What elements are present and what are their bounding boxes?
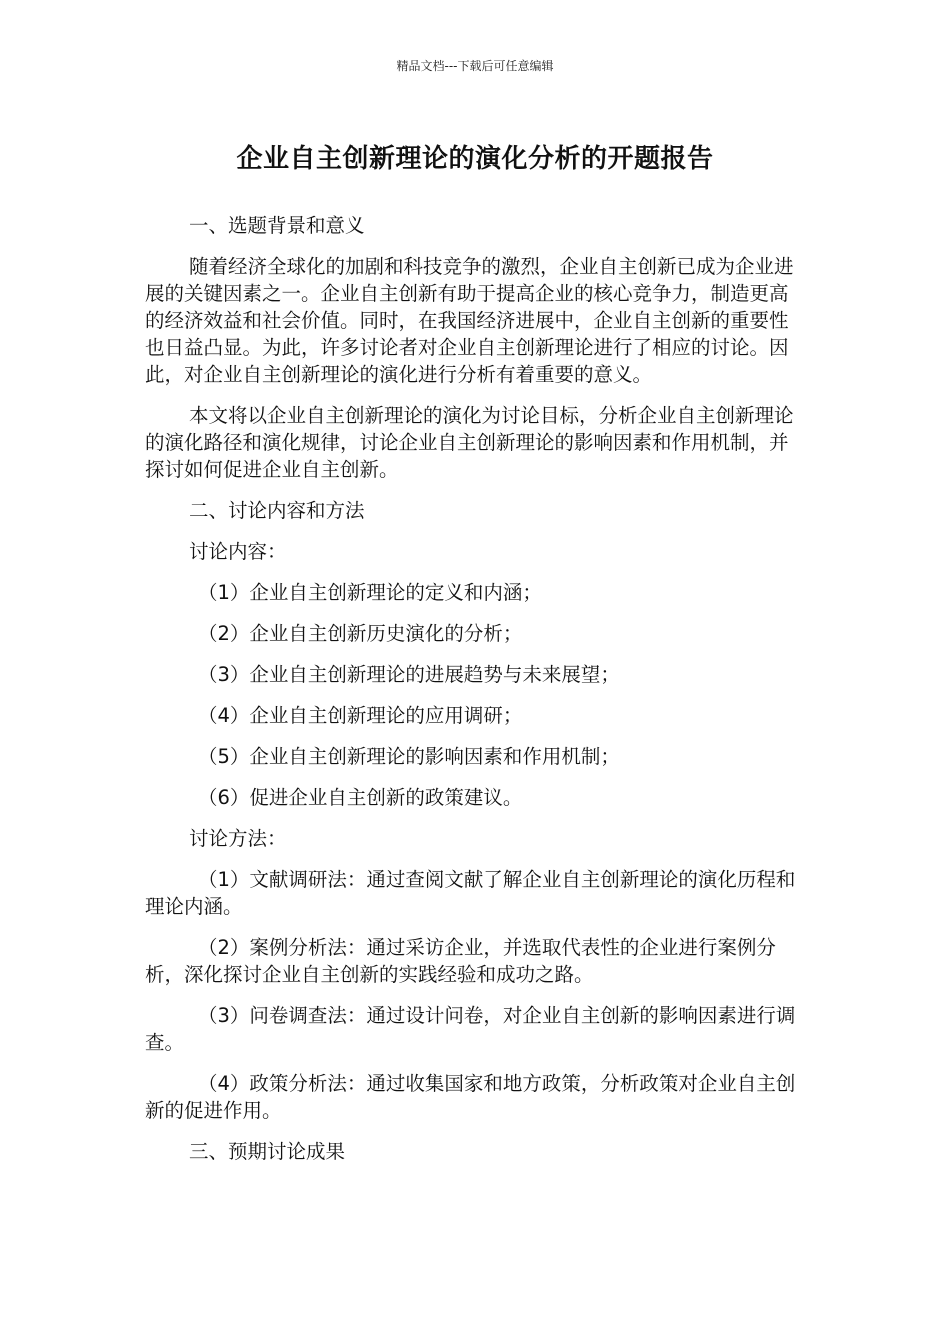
content-label: 讨论内容：: [189, 540, 287, 563]
content-item: （6）促进企业自主创新的政策建议。: [198, 786, 523, 809]
paragraph-objective: 本文将以企业自主创新理论的演化为讨论目标，分析企业自主创新理论的演化路径和演化规律，讨论企业自主创新理论的影响因素和作用机制，并探讨如何促进企业自主创新。: [145, 404, 794, 481]
section-heading-2: 二、讨论内容和方法: [189, 499, 365, 522]
document-title: 企业自主创新理论的演化分析的开题报告: [236, 144, 714, 174]
content-item: （4）企业自主创新理论的应用调研；: [198, 704, 523, 727]
method-item: （3）问卷调查法：通过设计问卷，对企业自主创新的影响因素进行调查。: [145, 1004, 796, 1054]
page-header: 精品文档---下载后可任意编辑: [396, 59, 554, 73]
method-item: （2）案例分析法：通过采访企业，并选取代表性的企业进行案例分析，深化探讨企业自主创新的实践经验和成功之路。: [145, 936, 776, 986]
method-label: 讨论方法：: [189, 827, 287, 850]
method-item: （1）文献调研法：通过查阅文献了解企业自主创新理论的演化历程和理论内涵。: [145, 868, 796, 918]
paragraph-background: 随着经济全球化的加剧和科技竞争的激烈，企业自主创新已成为企业进展的关键因素之一。企业自主创新有助于提高企业的核心竞争力，制造更高的经济效益和社会价值。同时，在我国经济进展中，企业自主创新的重要性也日益凸显。为此，许多讨论者对企业自主创新理论进行了相应的讨论。因此，对企业自主创新理论的演化进行分析有着重要的意义。: [145, 255, 794, 386]
document-body: [145, 212, 807, 1179]
content-item: （3）企业自主创新理论的进展趋势与未来展望；: [198, 663, 620, 686]
content-item: （2）企业自主创新历史演化的分析；: [198, 622, 523, 645]
section-heading-3: 三、预期讨论成果: [189, 1140, 346, 1163]
content-item: （5）企业自主创新理论的影响因素和作用机制；: [198, 745, 620, 768]
content-item: （1）企业自主创新理论的定义和内涵；: [198, 581, 542, 604]
method-item: （4）政策分析法：通过收集国家和地方政策，分析政策对企业自主创新的促进作用。: [145, 1072, 796, 1122]
section-heading-1: 一、选题背景和意义: [189, 214, 365, 237]
